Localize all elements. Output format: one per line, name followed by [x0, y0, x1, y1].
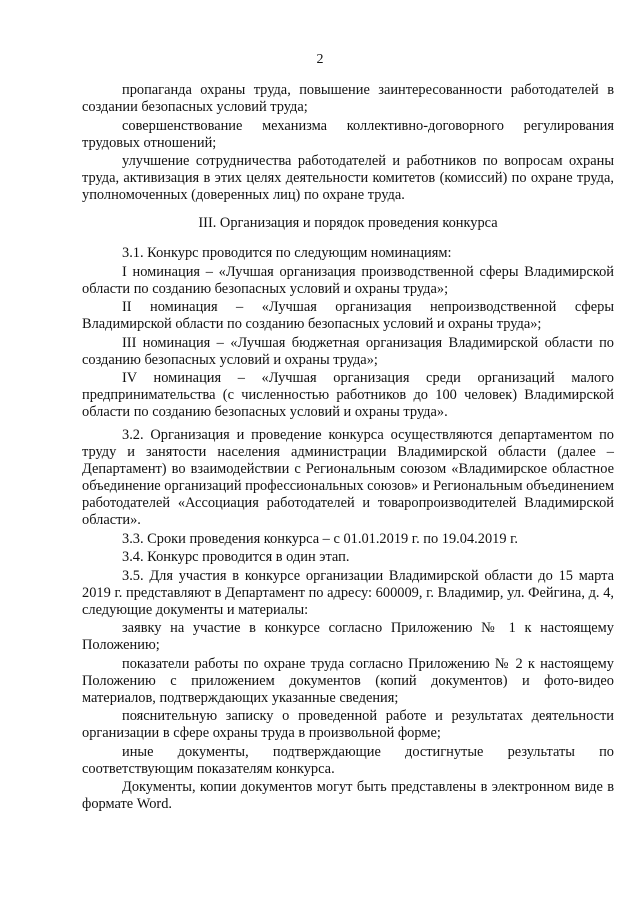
paragraph: совершенствование механизма коллективно-договорного регулирования трудовых отношений;: [82, 117, 614, 151]
clause-3-2: 3.2. Организация и проведение конкурса осуществляются департаментом по труду и занятости населения администрации Владимирской области (далее – Департамент) во взаимодействии с Региональным союзом «Владимирское областное объединение организаций профессиональных союзов» и Региональным объединением работодателей «Ассоциация работодателей и товаропроизводителей Владимирской области».: [82, 427, 614, 528]
document-item: заявку на участие в конкурсе согласно Приложению № 1 к настоящему Положению;: [82, 620, 614, 653]
clause-3-4: 3.4. Конкурс проводится в один этап.: [122, 549, 350, 565]
paragraph: улучшение сотрудничества работодателей и работников по вопросам охраны труда, активизация в этих целях деятельности комитетов (комиссий) по охране труда, уполномоченных (доверенных лиц) по охране труда.: [82, 153, 614, 203]
document-body: [82, 82, 614, 815]
document-item: иные документы, подтверждающие достигнутые результаты по соответствующим показателям конкурса.: [82, 743, 614, 777]
nomination-2: II номинация – «Лучшая организация непроизводственной сферы Владимирской области по созданию безопасных условий и охраны труда»;: [82, 299, 614, 332]
document-item: показатели работы по охране труда согласно Приложению № 2 к настоящему Положению с приложением документов (копий документов) и фото-видео материалов, подтверждающих указанные сведения;: [82, 655, 614, 706]
closing-paragraph: Документы, копии документов могут быть представлены в электронном виде в формате Word.: [82, 779, 614, 812]
page-number: 2: [316, 52, 324, 67]
paragraph: пропаганда охраны труда, повышение заинтересованности работодателей в создании безопасных условий труда;: [82, 82, 614, 115]
nomination-4: IV номинация – «Лучшая организация среди организаций малого предпринимательства (с численностью работников до 100 человек) Владимирской области по созданию безопасных условий и охраны труда».: [82, 370, 614, 420]
section-title: III. Организация и порядок проведения конкурса: [198, 215, 498, 231]
nomination-3: III номинация – «Лучшая бюджетная организация Владимирской области по созданию безопасных условий и охраны труда»;: [82, 334, 614, 368]
document-item: пояснительную записку о проведенной работе и результатах деятельности организации в сфере охраны труда в произвольной форме;: [82, 708, 614, 741]
clause-3-1: 3.1. Конкурс проводится по следующим номинациям:: [122, 245, 452, 261]
clause-3-3: 3.3. Сроки проведения конкурса – с 01.01.2019 г. по 19.04.2019 г.: [122, 530, 519, 547]
nomination-1: I номинация – «Лучшая организация производственной сферы Владимирской области по созданию безопасных условий и охраны труда»;: [82, 263, 614, 297]
clause-3-5: 3.5. Для участия в конкурсе организации Владимирской области до 15 марта 2019 г. представляют в Департамент по адресу: 600009, г. Владимир, ул. Фейгина, д. 4, следующие документы и материалы:: [82, 567, 614, 618]
